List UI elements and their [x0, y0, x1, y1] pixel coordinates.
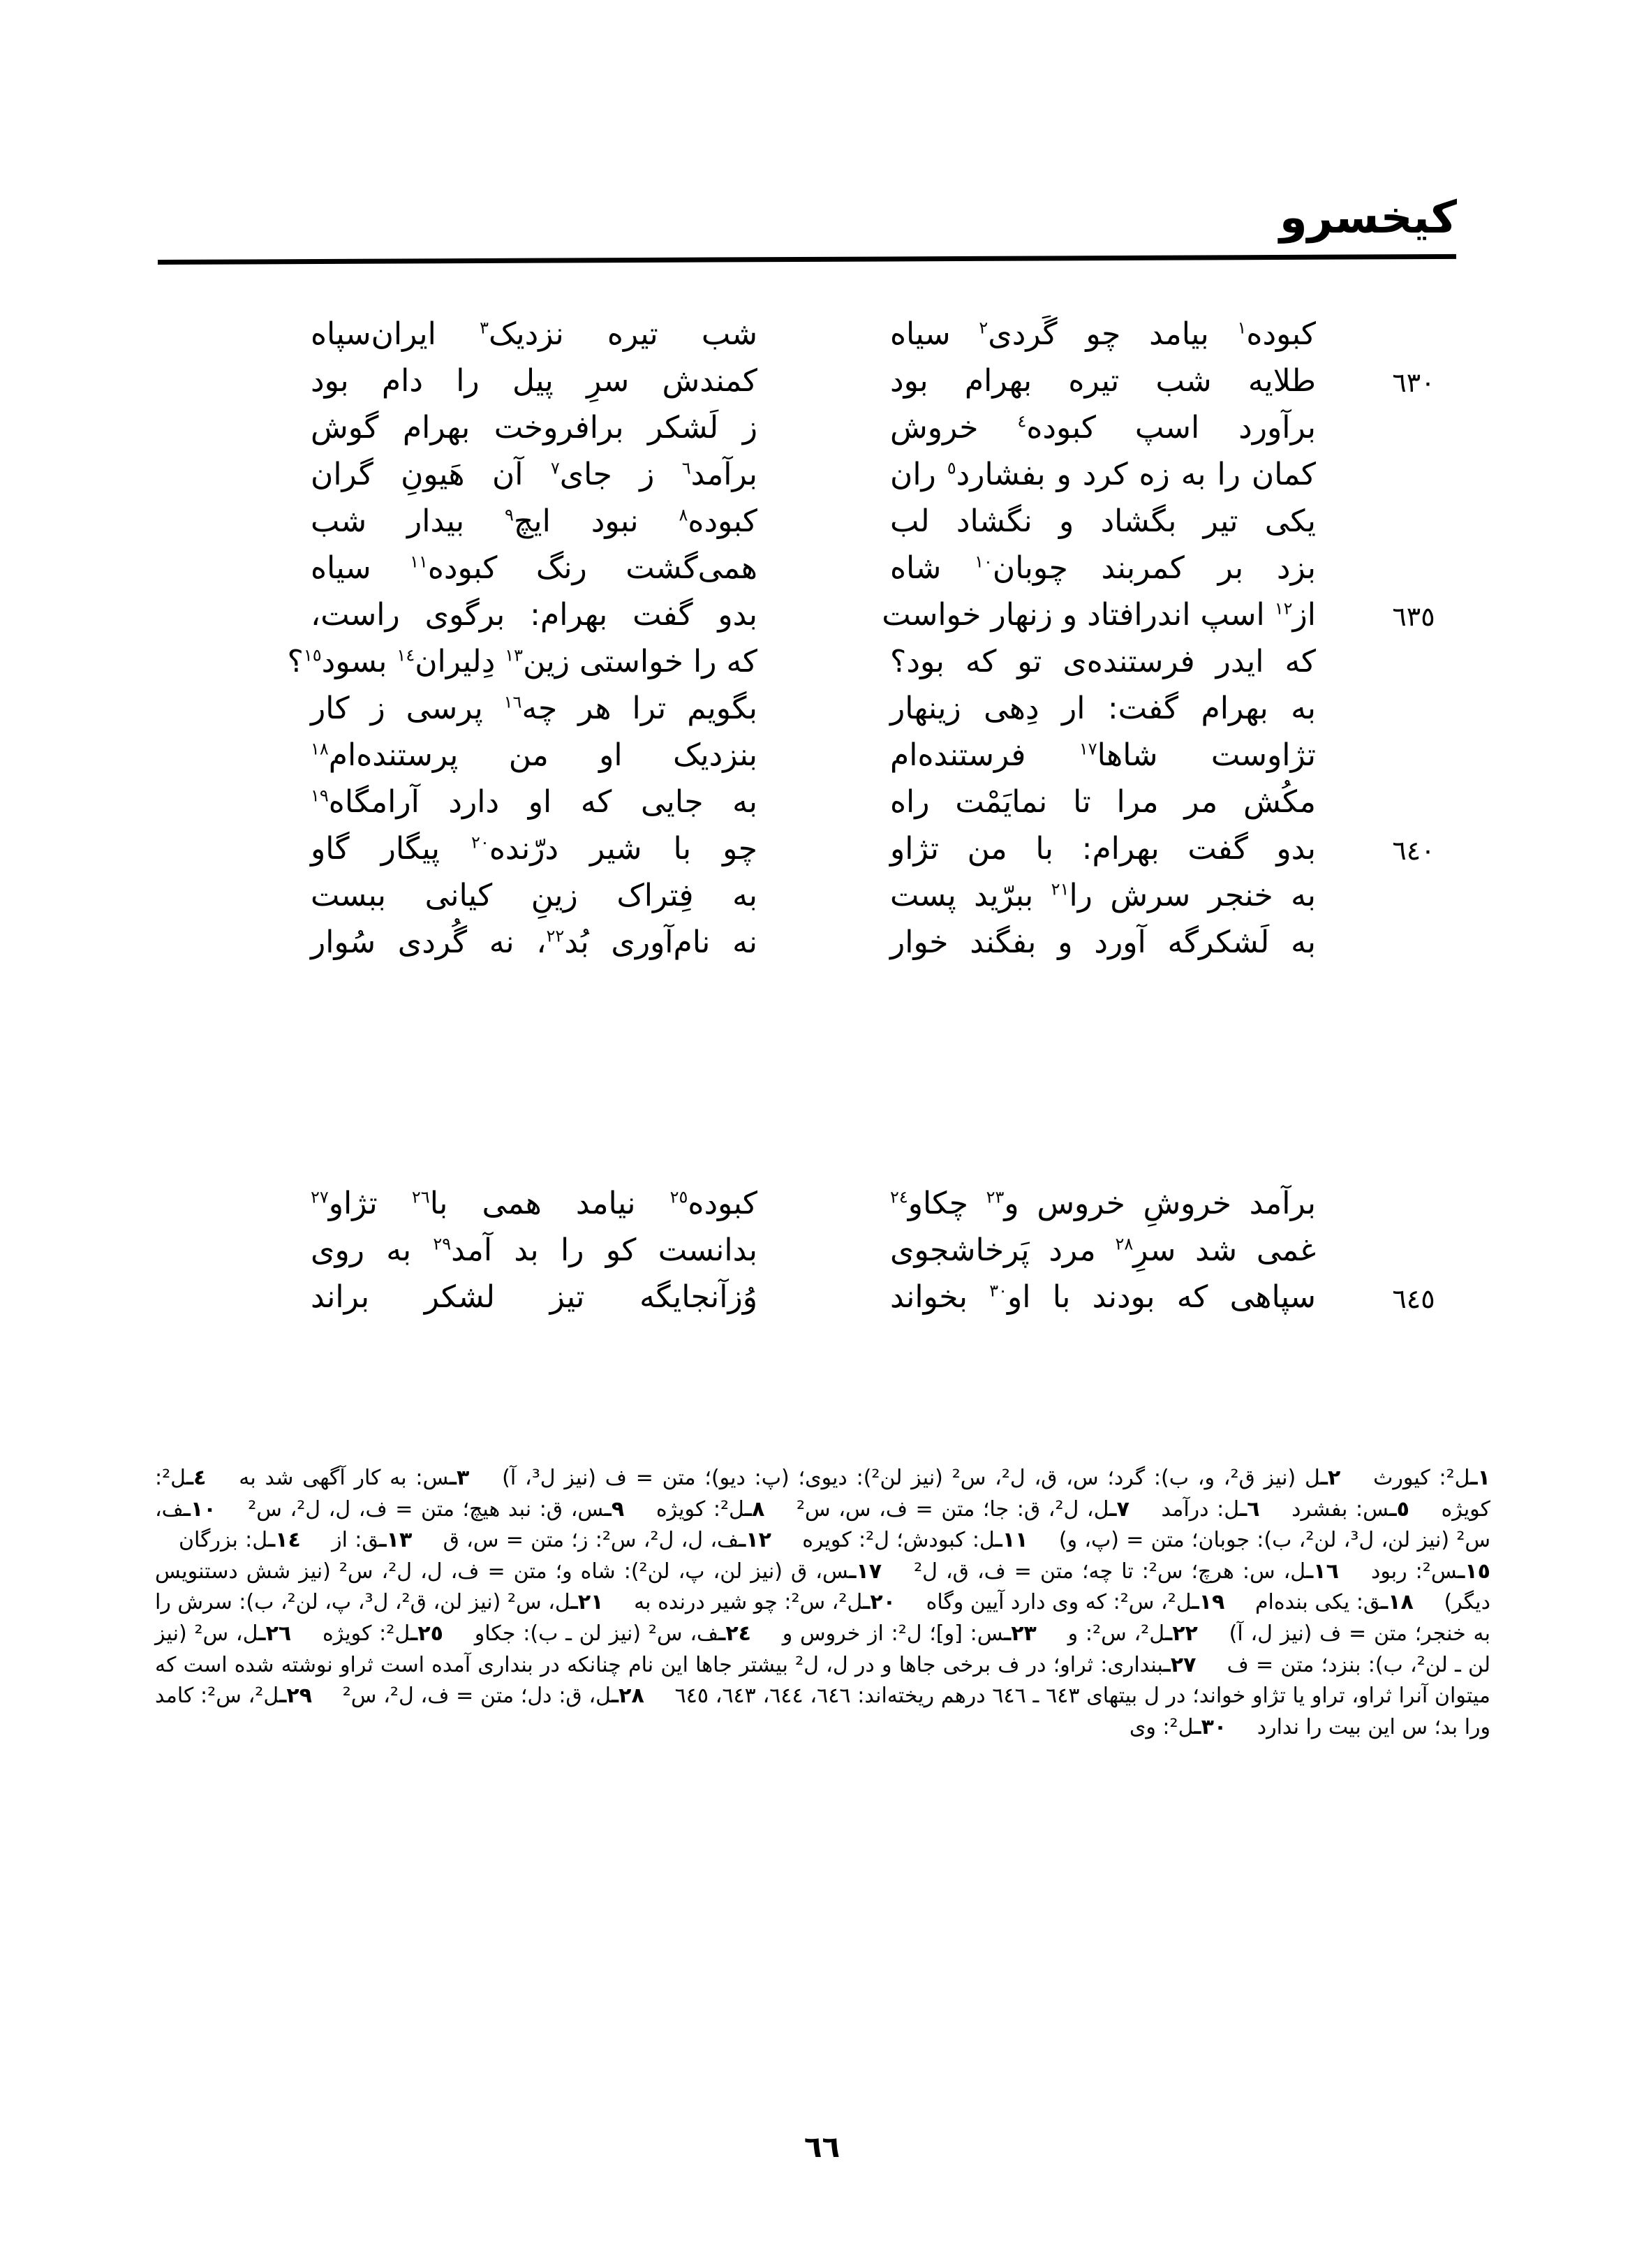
footnote-marker: ١٣	[505, 645, 524, 665]
footnote-marker: ٢٢	[546, 926, 565, 946]
footnote-number: ٢٧ـ	[1163, 1652, 1197, 1677]
footnote-marker: ١٥	[303, 645, 322, 665]
footnote-marker: ٢٨	[1115, 1234, 1134, 1254]
footnote-text: ل²، س²: چو شیر درنده به	[634, 1590, 864, 1615]
footnote-number: ١٨ـ	[1380, 1590, 1414, 1615]
bayt-row	[230, 1274, 1456, 1320]
page-number: ٦٦	[804, 2130, 840, 2164]
footnote-text: س: [و]؛ ل²: از خروس و	[782, 1621, 1004, 1646]
second-hemistich: کمندش سرِ پیل را دام بود	[311, 363, 757, 399]
first-hemistich: یکی تیر بگشاد و نگشاد لب	[890, 503, 1316, 539]
second-hemistich: شب تیره نزدیک$^٣$ ایران‌سپاه	[311, 316, 757, 352]
second-hemistich: همی‌گشت رنگ کبوده$^{١١}$ سیاه	[311, 550, 757, 586]
footnote-number: ٤ـ	[186, 1466, 207, 1490]
footnote	[443, 1528, 771, 1552]
first-hemistich: تژاوست شاها$^{١٧}$ فرستنده‌ام	[890, 737, 1316, 773]
footnote	[914, 1559, 1339, 1584]
footnote-number: ٢ـ	[1320, 1466, 1341, 1490]
footnote-text: ل (نیز ق²، و، ب): گرد؛ س، ق، ل²، س² (نیز لن²): دیوی؛ (پ: دیو)؛ متن = ف (نیز ل³، آ)	[502, 1466, 1321, 1490]
second-hemistich: بنزدیک او من پرستنده‌ام$^{١٨}$	[311, 737, 757, 773]
footnote	[179, 1528, 301, 1552]
first-hemistich: سپاهی که بودند با او$^{٣٠}$ بخواند	[890, 1279, 1316, 1315]
bayt-row	[230, 311, 1456, 358]
footnote	[783, 1621, 1037, 1646]
footnote	[1162, 1497, 1260, 1522]
footnote-marker: ٢١	[1051, 879, 1069, 899]
second-hemistich: که را خواستی زین$^{١٣}$ دِلیران$^{١٤}$ بسود$^{١٥}$؟	[287, 644, 757, 679]
footnote	[656, 1497, 764, 1522]
footnote-number: ٩ـ	[604, 1496, 625, 1522]
footnote	[248, 1497, 624, 1522]
footnote-marker: ١٩	[311, 786, 329, 806]
footnote-number: ١١ـ	[995, 1528, 1028, 1553]
footnote-marker: ١٨	[311, 739, 329, 759]
footnote	[502, 1466, 1340, 1490]
footnote	[1291, 1497, 1409, 1522]
first-hemistich: بدو گفت بهرام: با من تژاو	[890, 831, 1316, 867]
footnote-marker: ٥	[947, 458, 956, 478]
footnote-number: ٥ـ	[1389, 1496, 1409, 1522]
footnote-marker: ٢٣	[986, 1187, 1005, 1207]
footnote-text: ل، س² (نیز لن ـ لن²، ب): بنزد؛ متن = ف	[155, 1621, 1490, 1677]
footnote-text: ل²: کویژه	[322, 1621, 411, 1646]
footnote-text: ل، س² (نیز لن، ق²، ل³، پ، لن²، ب): سرش را به خنجر؛ متن = ف (نیز ل، آ)	[155, 1590, 1490, 1646]
footnote-number: ١٩ـ	[1192, 1590, 1225, 1615]
first-hemistich: برآورد اسپ کبوده$^٤$ خروش	[890, 410, 1317, 446]
footnote	[332, 1528, 412, 1552]
footnote-number: ٢٢ـ	[1164, 1621, 1198, 1646]
footnote-marker: ٢٧	[311, 1187, 329, 1207]
footnote-marker: ١٤	[397, 645, 415, 665]
verse-number: ٦٣٠	[1392, 367, 1435, 398]
footnote-text: بنداری: ثراو؛ در ف برخی جاها و در ل، ل² بیشتر جاها این نام چنانکه در بنداری آمده است ثراو نوشته شده است که میتوان آنرا ثراو، تراو یا تژاو خواند؛ در ل بیتهای ٦٤٣ ـ ٦٤٦ درهم ریخته‌اند: ٦٤٦، ٦٤٤، ٦٤٣، ٦٤٥	[155, 1652, 1490, 1709]
footnote	[1068, 1621, 1198, 1646]
footnote-number: ٢٨ـ	[611, 1684, 644, 1709]
footnote-text: ف، س² (نیز لن، ل³، لن²، ب): جوبان؛ متن = (پ، و)	[155, 1496, 1490, 1553]
bayt-row	[230, 1180, 1456, 1227]
footnote-text: ل، ل²، ق: جا؛ متن = ف، س، س²	[796, 1496, 1110, 1522]
bayt-row	[230, 404, 1456, 451]
second-hemistich: چو با شیر درّنده$^{٢٠}$ پیگار گاو	[311, 831, 757, 867]
running-title: کیخسرو	[1279, 192, 1457, 244]
bayt-row	[230, 1227, 1456, 1274]
footnote-text: ف، ل، ل²، س²: ز؛ متن = س، ق	[443, 1528, 739, 1553]
bayt-row	[230, 638, 1456, 685]
footnote-number: ١٣ـ	[379, 1528, 413, 1553]
footnote-text: ق: از	[332, 1528, 380, 1553]
footnote-marker: ١	[1237, 318, 1247, 338]
bayt-row	[230, 919, 1456, 966]
footnote-number: ١٥ـ	[1458, 1559, 1490, 1584]
footnote-text: ل²، س²: و	[1067, 1621, 1165, 1646]
bayt-row	[230, 872, 1456, 919]
footnote-text: ل²، س²: کامد ورا بد؛ س این بیت را ندارد	[155, 1684, 1490, 1739]
footnote-text: س: بفشرد	[1291, 1496, 1390, 1522]
footnote-text: ل²: کیورث	[1373, 1466, 1471, 1490]
footnote-text: ل²: وی	[1129, 1714, 1194, 1739]
first-hemistich: از$^{١٢}$ اسپ اندرافتاد و زنهار خواست	[882, 597, 1316, 633]
bayt-row	[230, 732, 1456, 779]
footnotes	[155, 1463, 1490, 1743]
footnote-text: ل: بزرگان	[179, 1528, 268, 1553]
footnote-number: ٨ـ	[744, 1496, 765, 1522]
second-hemistich: کبوده$^{٢٥}$ نیامد همی با$^{٢٦}$ تژاو$^{٢٧}$	[311, 1186, 757, 1221]
second-hemistich: بگویم ترا هر چه$^{١٦}$ پرسی ز کار	[311, 691, 757, 726]
footnote-text: ل، ق: دل؛ متن = ف، ل²، س²	[342, 1684, 612, 1709]
footnote-number: ٢٥ـ	[410, 1621, 443, 1646]
second-hemistich: نه نام‌آوری بُد$^{٢٢}$، نه گُردی سُوار	[311, 925, 757, 960]
footnote-marker: ١٦	[503, 692, 522, 712]
footnote-number: ١٦ـ	[1306, 1559, 1339, 1584]
bayt-row	[230, 545, 1456, 591]
footnote-marker: ٩	[505, 505, 514, 525]
footnote	[323, 1621, 443, 1646]
footnote-marker: ٢٥	[669, 1187, 688, 1207]
second-hemistich: بدو گفت بهرام: برگوی راست،	[311, 597, 757, 633]
footnote-marker: ٢	[979, 318, 988, 338]
footnote-number: ١٢ـ	[739, 1528, 771, 1553]
footnote	[926, 1590, 1225, 1614]
second-hemistich: به فِتراک زینِ کیانی ببست	[311, 878, 757, 913]
bayt-row	[230, 825, 1456, 872]
footnote	[1255, 1590, 1414, 1614]
footnote-text: س: به کار آگهی شد به	[239, 1466, 450, 1490]
footnote-marker: ١٧	[1079, 739, 1097, 759]
footnote	[475, 1621, 751, 1646]
first-hemistich: برآمد خروشِ خروس و$^{٢٣}$ چکاو$^{٢٤}$	[890, 1186, 1316, 1221]
footnote	[1371, 1559, 1490, 1584]
footnote-marker: ٣٠	[989, 1281, 1007, 1301]
footnote	[802, 1528, 1028, 1552]
first-hemistich: به بهرام گفت: ار دِهی زینهار	[890, 691, 1316, 726]
bayt-row	[230, 685, 1456, 732]
second-hemistich: وُزآنجایگه تیز لشکر براند	[311, 1279, 757, 1315]
footnote-marker: ١٢	[1274, 598, 1293, 619]
footnote-number: ٢٤ـ	[718, 1621, 751, 1646]
bayt-row	[230, 451, 1456, 498]
first-hemistich: به خنجر سرش را$^{٢١}$ ببرّید پست	[890, 878, 1316, 913]
footnote-text: ل، س: هرچ؛ س²: تا چه؛ متن = ف، ق، ل²	[914, 1559, 1307, 1584]
footnote-marker: ٤	[1017, 411, 1027, 432]
footnote	[634, 1590, 896, 1614]
second-hemistich: کبوده$^٨$ نبود ایچ$^٩$ بیدار شب	[311, 503, 757, 539]
first-hemistich: کمان را به زه کرد و بفشارد$^٥$ ران	[890, 457, 1316, 492]
footnote	[797, 1497, 1130, 1522]
first-hemistich: بزد بر کمربند چوبان$^{١٠}$ شاه	[890, 550, 1316, 586]
footnote-text: ل²: کویژه	[155, 1466, 1490, 1522]
verse-number: ٦٤٥	[1392, 1283, 1435, 1314]
footnote	[239, 1466, 469, 1490]
footnote	[343, 1684, 644, 1708]
footnote-text: ل: کبودش؛ ل²: کویره	[802, 1528, 995, 1553]
footnote-number: ١٤ـ	[267, 1528, 301, 1553]
footnote-marker: ٢٩	[433, 1234, 452, 1254]
footnote-number: ١٧ـ	[849, 1559, 882, 1584]
first-hemistich: غمی شد سرِ$^{٢٨}$ مرد پَرخاشجوی	[890, 1232, 1316, 1268]
footnote-number: ٢٠ـ	[863, 1590, 896, 1615]
footnote-number: ٧ـ	[1109, 1496, 1130, 1522]
footnote-marker: ٦	[681, 458, 691, 478]
footnote-number: ٣٠ـ	[1194, 1714, 1227, 1739]
first-hemistich: کبوده$^١$ بیامد چو گَردی$^٢$ سیاه	[890, 316, 1316, 352]
verse-block-1	[230, 311, 1456, 966]
footnote-text: ل²، س²: که وی دارد آیین وگاه	[926, 1590, 1192, 1615]
second-hemistich: بدانست کو را بد آمد$^{٢٩}$ به روی	[311, 1232, 757, 1268]
verse-number: ٦٣٥	[1392, 601, 1435, 632]
footnote-marker: ٢٤	[890, 1187, 908, 1207]
second-hemistich: به جایی که او دارد آرامگاه$^{١٩}$	[311, 784, 757, 820]
footnote-marker: ١٠	[975, 552, 993, 572]
first-hemistich: مکُش مر مرا تا نمایَمْت راه	[890, 784, 1316, 820]
footnote-text: ف، س² (نیز لن ـ ب): جکاو	[474, 1621, 719, 1646]
first-hemistich: که ایدر فرستنده‌ی تو که بود؟	[890, 644, 1316, 679]
bayt-row	[230, 591, 1456, 638]
footnote-text: س، ق: نبد هیچ؛ متن = ف، ل، ل²، س²	[248, 1496, 605, 1522]
verse-number: ٦٤٠	[1392, 835, 1435, 866]
bayt-row	[230, 779, 1456, 825]
footnote-marker: ٣	[480, 318, 489, 338]
footnote-number: ٢١ـ	[570, 1590, 604, 1615]
footnote-number: ١ـ	[1470, 1466, 1490, 1490]
footnote-marker: ٧	[550, 458, 560, 478]
footnote	[1373, 1466, 1490, 1490]
footnote-marker: ٨	[679, 505, 688, 525]
footnote-number: ١٠ـ	[183, 1496, 216, 1522]
footnote-marker: ٢٠	[471, 832, 489, 853]
header-rule	[158, 254, 1456, 265]
footnote-text: س²: ربود	[1370, 1559, 1458, 1584]
footnote	[1130, 1715, 1227, 1739]
footnote-marker: ٢٦	[411, 1187, 430, 1207]
first-hemistich: به لَشکرگه آورد و بفگند خوار	[890, 925, 1316, 960]
footnote-text: س، ق (نیز لن، پ، لن²): شاه و؛ متن = ف، ل، ل²، س² (نیز شش دستنویس دیگر)	[155, 1559, 1490, 1615]
second-hemistich: ز لَشکر برافروخت بهرام گوش	[311, 410, 757, 446]
verse-block-2	[230, 1180, 1456, 1320]
footnote-number: ٢٣ـ	[1003, 1621, 1037, 1646]
footnote-number: ٢٦ـ	[258, 1621, 292, 1646]
footnote-text: ق: یکی بنده‌ام	[1254, 1590, 1381, 1615]
footnote-text: ل: درآمد	[1161, 1496, 1240, 1522]
first-hemistich: طلایه شب تیره بهرام بود	[890, 363, 1316, 399]
footnote-text: ل²: کویژه	[656, 1496, 745, 1522]
footnote-number: ٢٩ـ	[279, 1684, 312, 1709]
footnote-number: ٦ـ	[1239, 1496, 1260, 1522]
bayt-row	[230, 358, 1456, 404]
footnote-number: ٣ـ	[449, 1466, 470, 1490]
bayt-row	[230, 498, 1456, 545]
second-hemistich: برآمد$^٦$ ز جای$^٧$ آن هَیونِ گران	[311, 457, 758, 492]
footnote-marker: ١١	[410, 552, 428, 572]
